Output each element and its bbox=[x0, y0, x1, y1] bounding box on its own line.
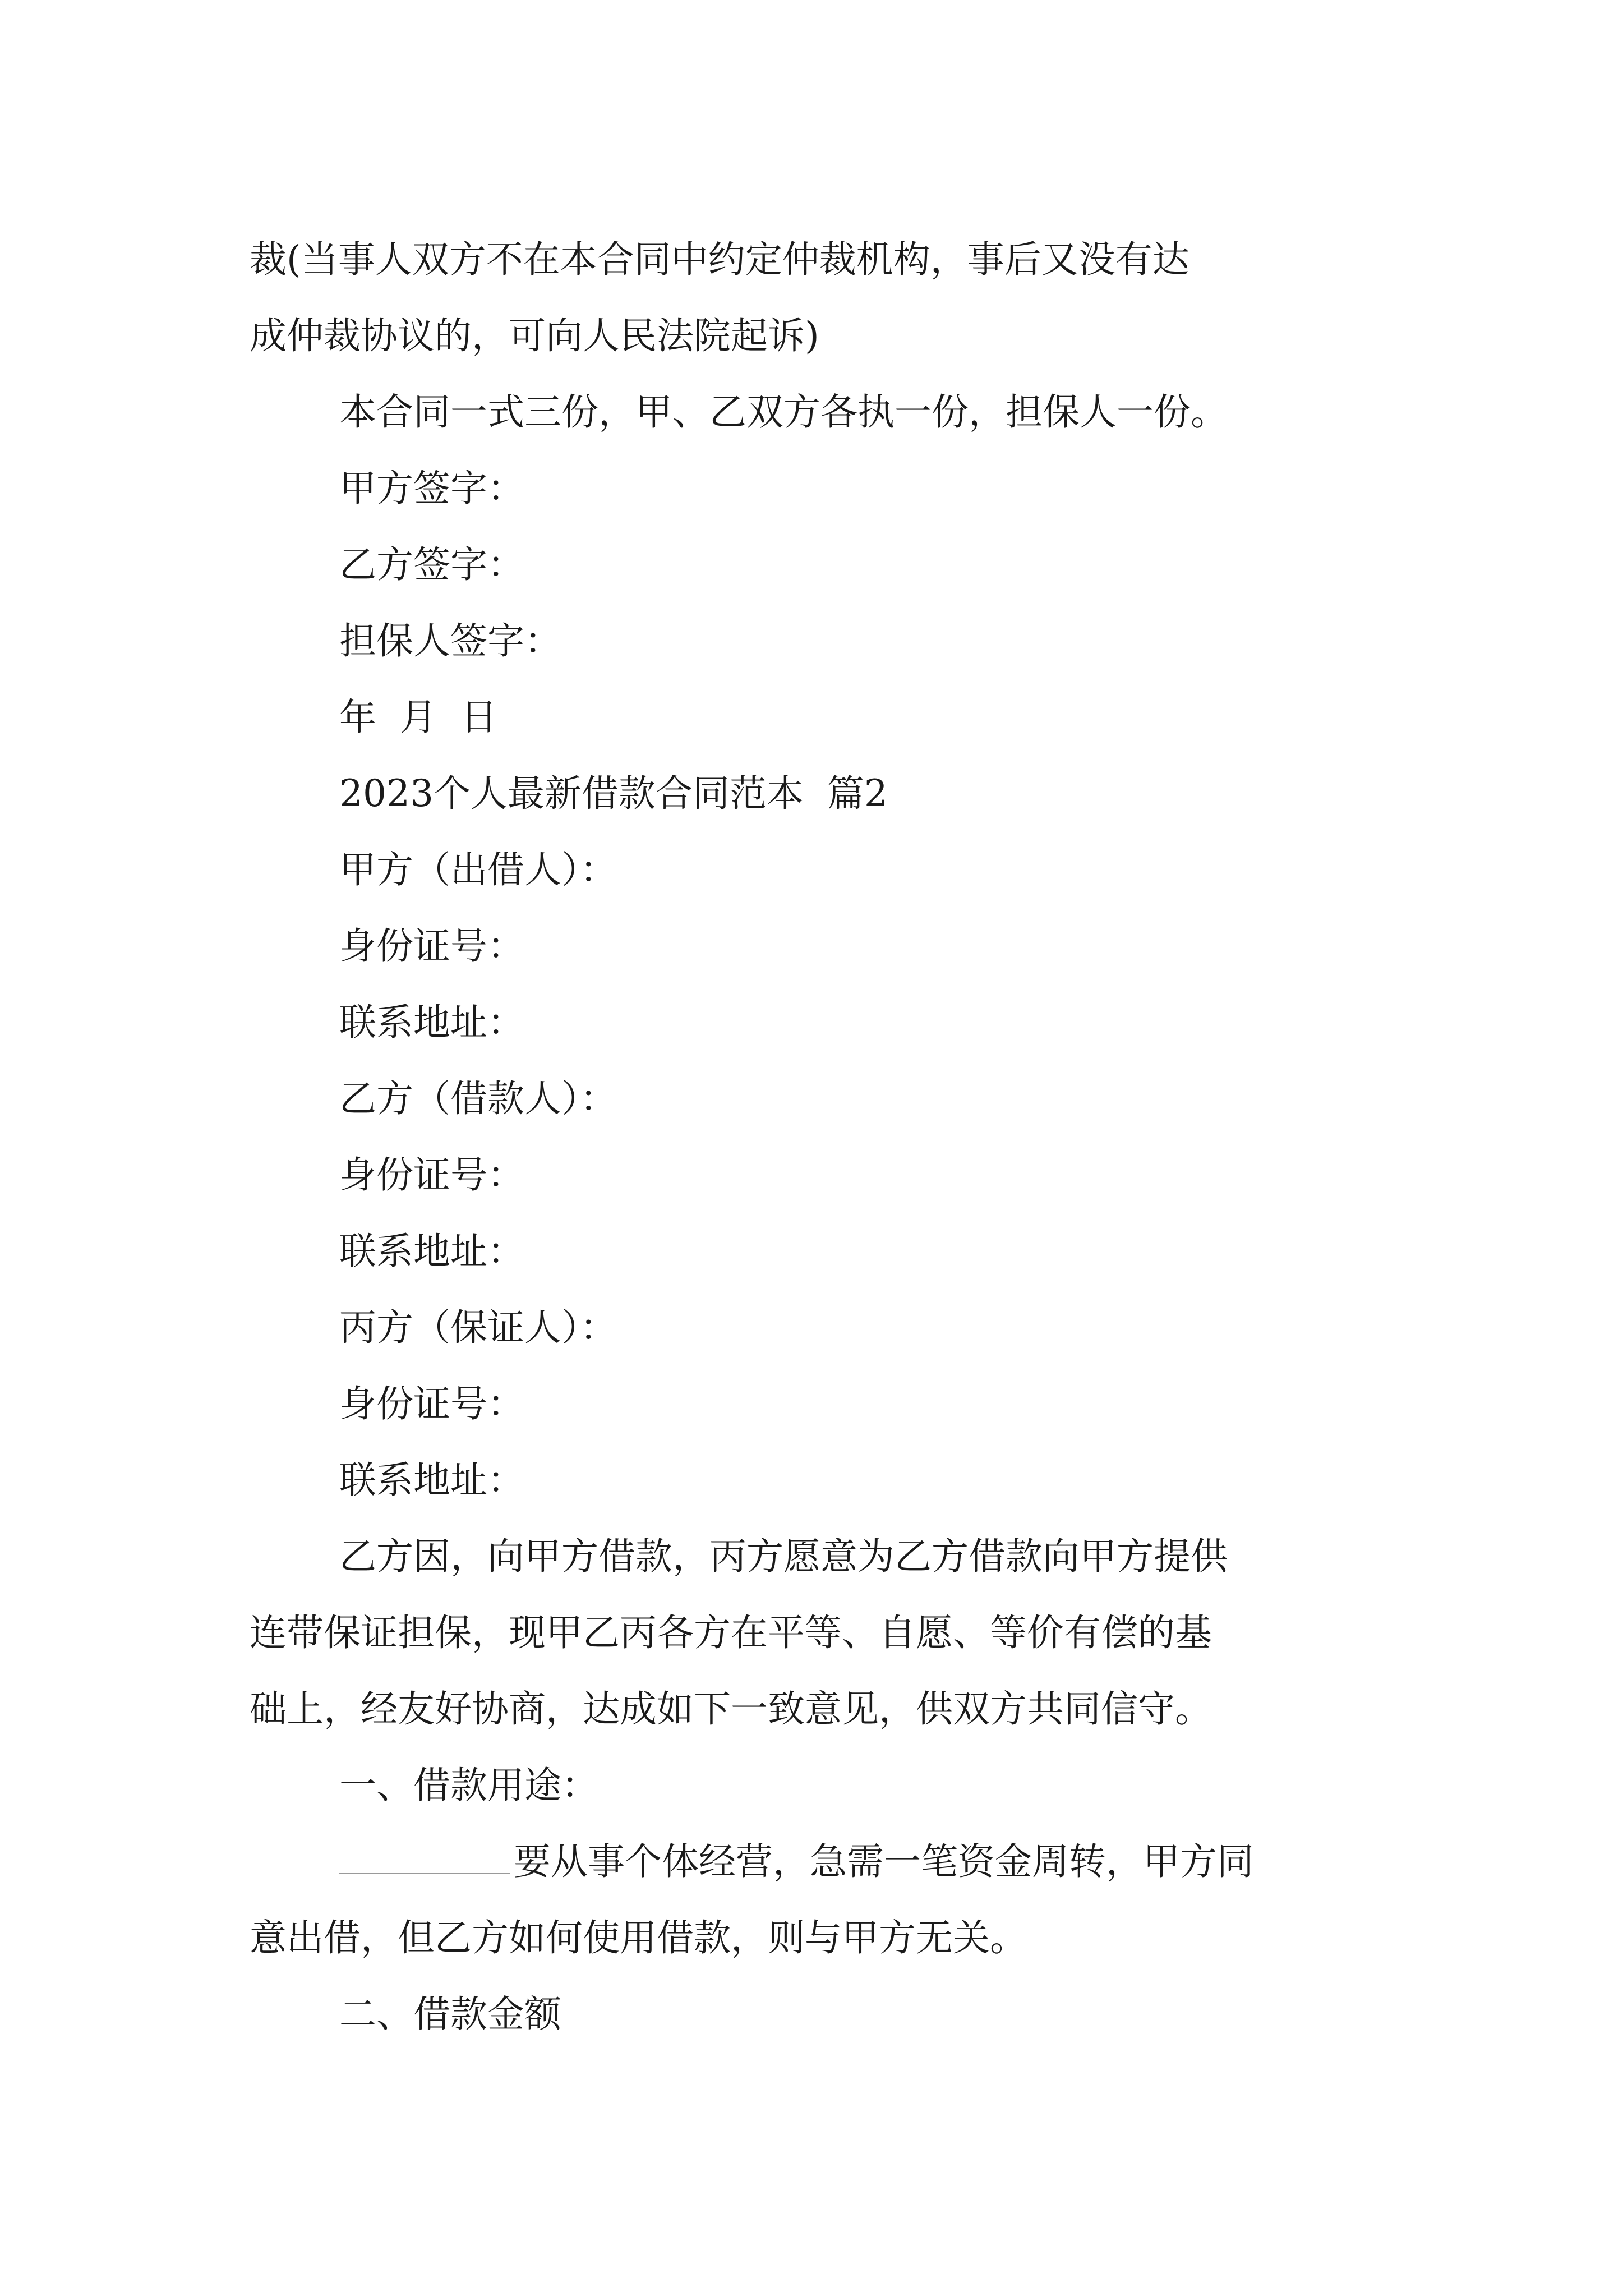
party-a-id-label: 身份证号： bbox=[339, 924, 524, 968]
section-1-body-line: 意出借，但乙方如何使用借款，则与甲方无关。 bbox=[250, 1916, 1027, 1959]
text-line: 裁(当事人双方不在本合同中约定仲裁机构，事后又没有达 bbox=[250, 238, 1189, 281]
date-line: 年 月 日 bbox=[339, 696, 497, 739]
party-a-address-label: 联系地址： bbox=[339, 1001, 524, 1044]
copies-clause: 本合同一式三份，甲、乙双方各执一份，担保人一份。 bbox=[339, 390, 1228, 434]
section-2-heading: 二、借款金额 bbox=[339, 1993, 561, 2036]
intro-paragraph-line: 乙方因，向甲方借款，丙方愿意为乙方借款向甲方提供 bbox=[339, 1535, 1228, 1578]
party-a-label: 甲方（出借人）： bbox=[339, 848, 617, 891]
section-title: 2023个人最新借款合同范本 篇2 bbox=[339, 772, 888, 815]
fill-in-blank bbox=[339, 1834, 510, 1874]
party-b-address-label: 联系地址： bbox=[339, 1230, 524, 1273]
party-c-address-label: 联系地址： bbox=[339, 1458, 524, 1502]
intro-paragraph-line: 础上，经友好协商，达成如下一致意见，供双方共同信守。 bbox=[250, 1687, 1212, 1731]
signature-party-b: 乙方签字： bbox=[339, 543, 524, 586]
party-c-label: 丙方（保证人）： bbox=[339, 1306, 617, 1349]
document-body bbox=[250, 222, 1408, 2053]
party-b-id-label: 身份证号： bbox=[339, 1153, 524, 1197]
section-1-body-line bbox=[250, 1824, 1408, 1900]
text-line: 成仲裁协议的，可向人民法院起诉) bbox=[250, 314, 819, 357]
section-1-body-text: 要从事个体经营，急需一笔资金周转，甲方同 bbox=[514, 1840, 1254, 1883]
section-1-heading: 一、借款用途： bbox=[339, 1764, 598, 1807]
party-b-label: 乙方（借款人）： bbox=[339, 1077, 617, 1120]
intro-paragraph-line: 连带保证担保，现甲乙丙各方在平等、自愿、等价有偿的基 bbox=[250, 1611, 1212, 1654]
party-c-id-label: 身份证号： bbox=[339, 1382, 524, 1425]
signature-party-a: 甲方签字： bbox=[339, 467, 524, 510]
signature-guarantor: 担保人签字： bbox=[339, 619, 561, 662]
